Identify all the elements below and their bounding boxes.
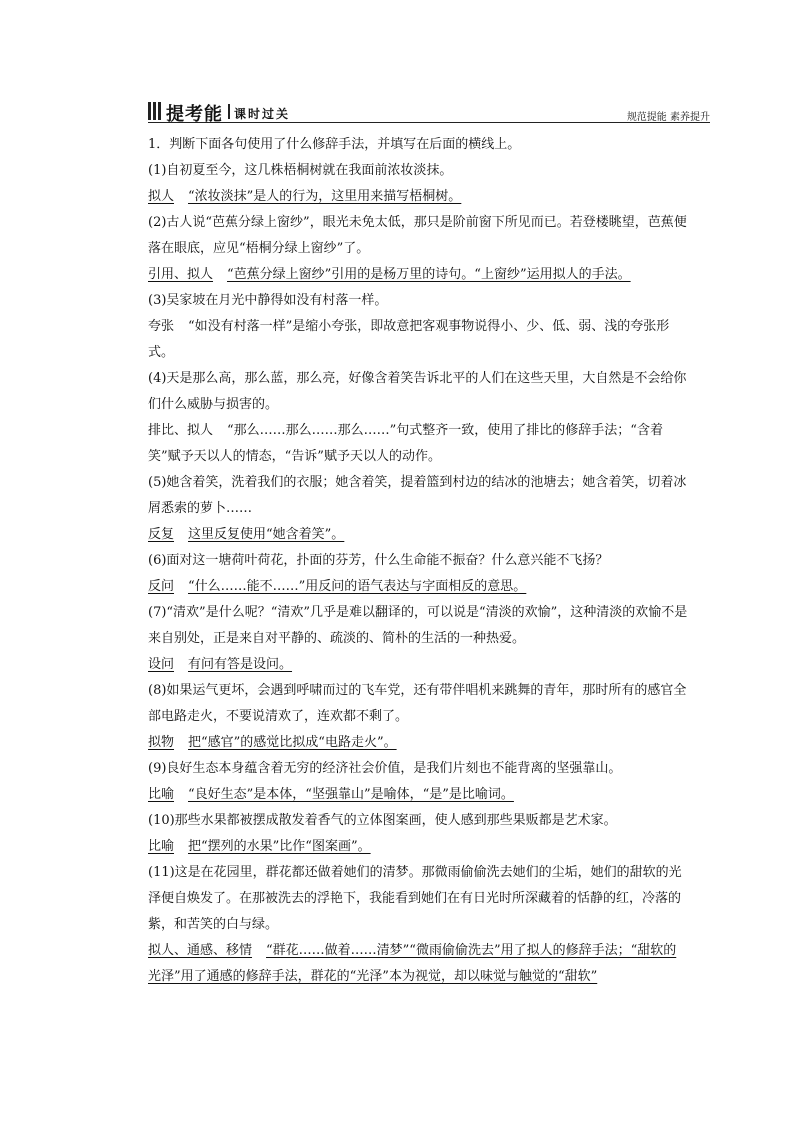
answer-text: “群花……做着……清梦”“微雨偷偷洗去”用了拟人的修辞手法；“甜软的光泽”用了通感的修辞手法，群花的“光泽”本为视觉，却以味觉与触觉的“甜软”: [148, 943, 677, 984]
answer-11: [148, 938, 688, 990]
answer-3: [148, 314, 688, 366]
section-header: [148, 100, 710, 123]
question-5: (5)她含着笑，洗着我们的衣服；她含着笑，提着篮到村边的结冰的池塘去；她含着笑，切着冰屑悉索的萝卜……: [148, 475, 687, 516]
exercise-content: [148, 132, 688, 990]
answer-1: [148, 184, 688, 210]
answer-7: [148, 652, 688, 678]
question-4: (4)天是那么高，那么蓝，那么亮，好像含着笑告诉北平的人们在这些天里，大自然是不会给你们什么威胁与损害的。: [148, 371, 687, 412]
question-6: (6)面对这一塘荷叶荷花，扑面的芬芳，什么生命能不振奋？什么意兴能不飞扬？: [148, 553, 609, 568]
header-separator: [228, 104, 230, 119]
question-11: (11)这是在花园里，群花都还做着她们的清梦。那微雨偷偷洗去她们的尘垢，她们的甜软的光泽便自焕发了。在那被洗去的浮艳下，我能看到她们在有日光时所深藏着的恬静的红，冷落的紫，和苦笑的白与绿。: [148, 865, 682, 932]
answer-4: [148, 418, 688, 470]
header-subtitle: 课时过关: [234, 107, 291, 121]
question-7: (7)“清欢”是什么呢？“清欢”几乎是难以翻译的，可以说是“清淡的欢愉”，这种清淡的欢愉不是来自别处，正是来自对平静的、疏淡的、简朴的生活的一种热爱。: [148, 605, 688, 646]
answer-label: 拟人、通感、移情: [148, 943, 253, 958]
question-2: (2)古人说“芭蕉分绿上窗纱”，眼光未免太低，那只是阶前窗下所见而已。若登楼眺望，芭蕉便落在眼底，应见“梧桐分绿上窗纱”了。: [148, 215, 687, 256]
answer-5: [148, 522, 688, 548]
answer-label: 排比、拟人: [148, 423, 214, 438]
instruction: 1．判断下面各句使用了什么修辞手法，并填写在后面的横线上。: [148, 137, 521, 152]
question-1: (1)自初夏至今，这几株梧桐树就在我面前浓妆淡抹。: [148, 163, 453, 178]
answer-2: [148, 262, 688, 288]
header-bars-decoration: [148, 102, 162, 120]
answer-label: 比喻: [148, 787, 175, 802]
header-slogan: 规范提能 素养提升: [626, 112, 710, 123]
answer-8: [148, 730, 688, 756]
answer-text: “什么……能不……”用反问的语气表达与字面相反的意思。: [188, 579, 527, 594]
question-8: (8)如果运气更坏，会遇到呼啸而过的飞车党，还有带伴唱机来跳舞的青年，那时所有的感官全部电路走火，不要说清欢了，连欢都不剩了。: [148, 683, 687, 724]
answer-label: 反复: [148, 527, 175, 542]
question-9: (9)良好生态本身蕴含着无穷的经济社会价值，是我们片刻也不能背离的坚强靠山。: [148, 761, 622, 776]
answer-10: [148, 834, 688, 860]
answer-text: “芭蕉分绿上窗纱”引用的是杨万里的诗句。“上窗纱”运用拟人的手法。: [227, 267, 631, 282]
answer-9: [148, 782, 688, 808]
answer-text: “如没有村落一样”是缩小夸张，即故意把客观事物说得小、少、低、弱、浅的夸张形式。: [148, 319, 670, 360]
answer-label: 设问: [148, 657, 175, 672]
answer-label: 引用、拟人: [148, 267, 214, 282]
answer-label: 拟物: [148, 735, 175, 750]
answer-text: “浓妆淡抹”是人的行为，这里用来描写梧桐树。: [188, 189, 462, 204]
header-title: 提考能: [166, 104, 223, 125]
answer-text: 把“摆列的水果”比作“图案画”。: [188, 839, 371, 854]
answer-label: 夸张: [148, 319, 175, 334]
answer-6: [148, 574, 688, 600]
answer-text: 有问有答是设问。: [188, 657, 293, 672]
answer-text: “那么……那么……那么……”句式整齐一致，使用了排比的修辞手法；“含着笑”赋予天以人的情态，“告诉”赋予天以人的动作。: [148, 423, 663, 464]
question-3: (3)吴家坡在月光中静得如没有村落一样。: [148, 293, 388, 308]
question-10: (10)那些水果都被摆成散发着香气的立体图案画，使人感到那些果贩都是艺术家。: [148, 813, 617, 828]
answer-text: 把“感官”的感觉比拟成“电路走火”。: [188, 735, 397, 750]
answer-text: “良好生态”是本体，“坚强靠山”是喻体，“是”是比喻词。: [188, 787, 514, 802]
answer-label: 反问: [148, 579, 175, 594]
answer-text: 这里反复使用“她含着笑”。: [188, 527, 345, 542]
answer-label: 比喻: [148, 839, 175, 854]
answer-label: 拟人: [148, 189, 175, 204]
